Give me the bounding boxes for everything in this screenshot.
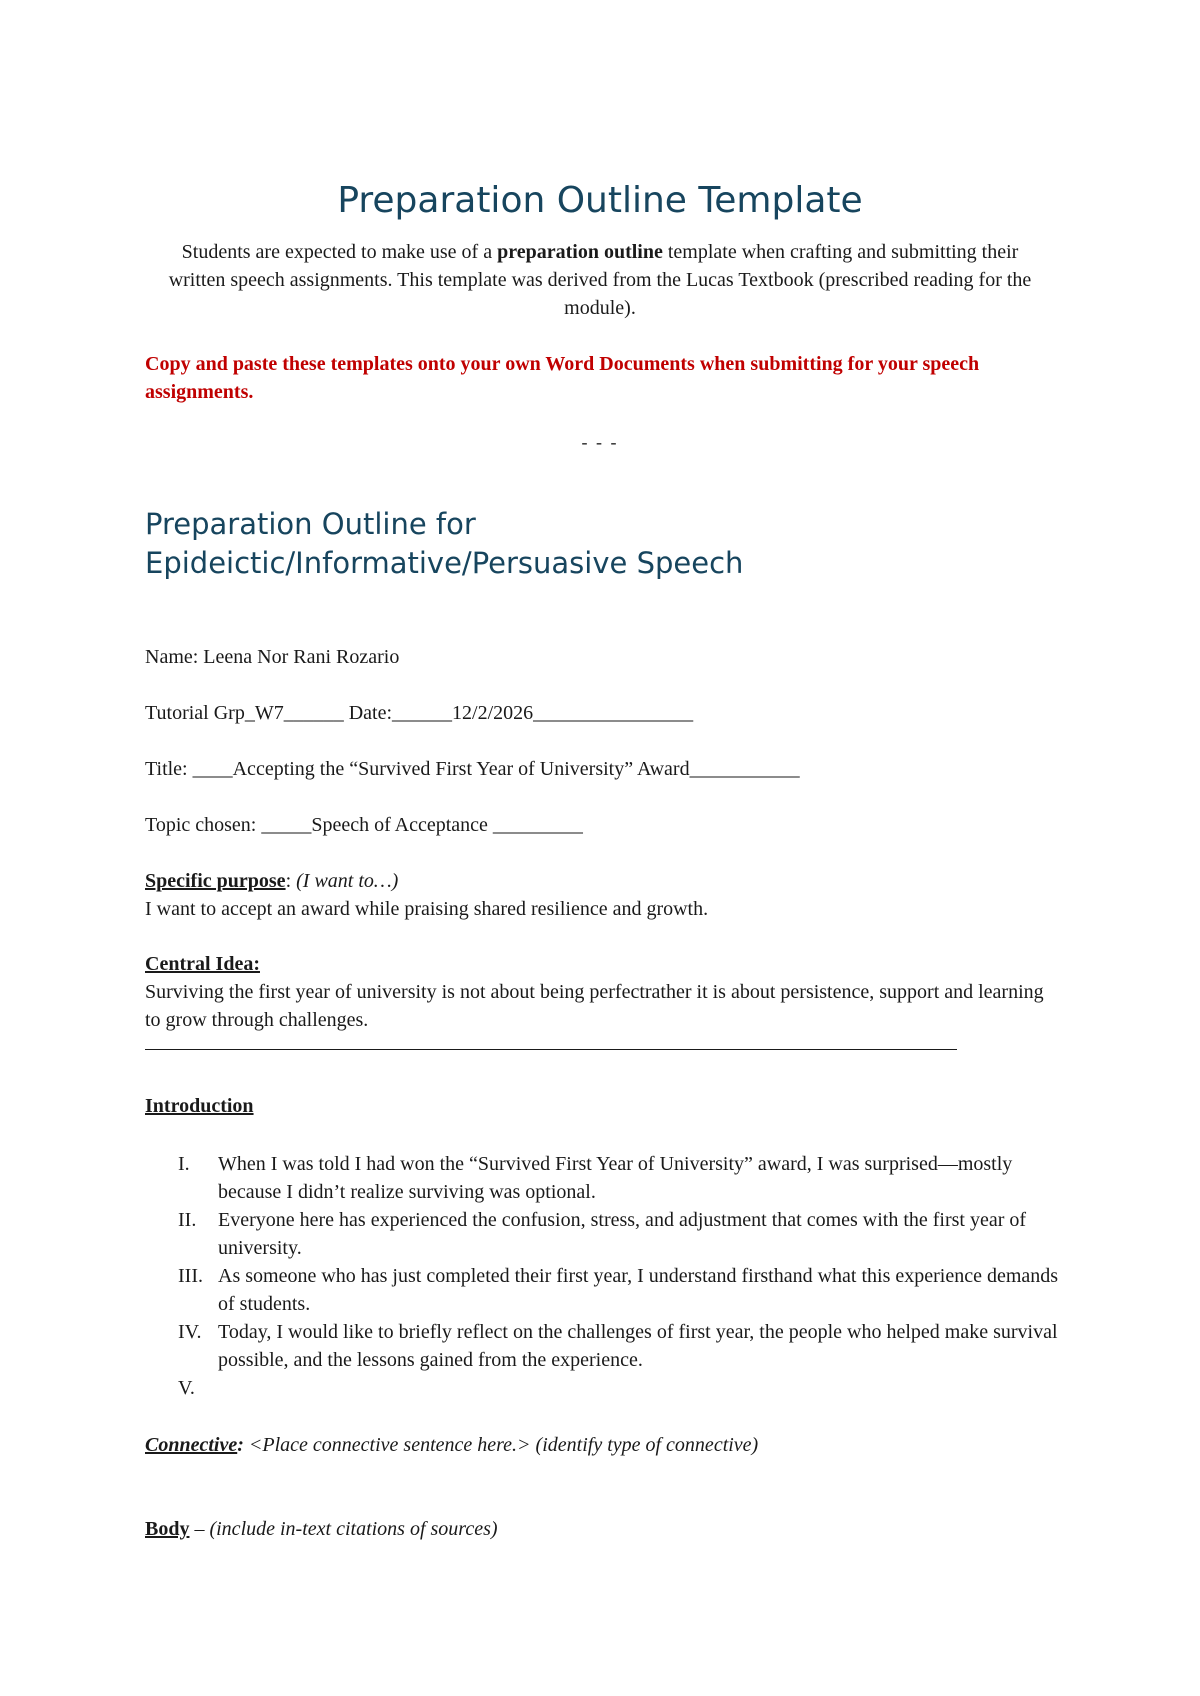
specific-purpose-hint: (I want to…) <box>296 870 399 892</box>
outline-heading-line1: Preparation Outline for <box>145 507 476 541</box>
list-item <box>145 1318 1065 1374</box>
list-item <box>145 1150 1065 1206</box>
copy-instruction-note: Copy and paste these templates onto your own Word Documents when submitting for your speech assignments. <box>145 353 980 403</box>
outline-heading <box>145 505 1045 583</box>
topic-field: Topic chosen: _____Speech of Acceptance _________ <box>145 814 583 836</box>
intro-text-bold: preparation outline <box>497 241 663 263</box>
intro-text-before: Students are expected to make use of a <box>181 241 498 263</box>
connective-label: Connective <box>145 1434 238 1456</box>
connective-colon: : <box>237 1434 249 1456</box>
list-item <box>145 1206 1065 1262</box>
specific-purpose-text: I want to accept an award while praising shared resilience and growth. <box>145 898 709 920</box>
connective-section <box>145 1431 1045 1459</box>
body-section <box>145 1515 1045 1543</box>
body-hint: (include in-text citations of sources) <box>209 1518 498 1540</box>
list-item-number: I. <box>178 1153 190 1175</box>
list-item-number: II. <box>178 1209 197 1231</box>
central-idea-label: Central Idea: <box>145 953 260 975</box>
specific-purpose-section <box>145 867 1045 923</box>
introduction-list <box>145 1150 1065 1402</box>
section-separator: - - - <box>581 432 619 452</box>
central-idea-section <box>145 950 1045 1034</box>
specific-purpose-label: Specific purpose <box>145 870 286 892</box>
tutorial-date-field: Tutorial Grp_W7______ Date:______12/2/2026________________ <box>145 702 694 724</box>
introduction-heading <box>145 1092 1045 1120</box>
list-item-number: IV. <box>178 1321 202 1343</box>
list-item <box>145 1262 1065 1318</box>
intro-paragraph <box>160 238 1040 322</box>
horizontal-rule <box>145 1049 957 1050</box>
central-idea-text: Surviving the first year of university is not about being perfectrather it is about persistence, support and learning to grow through challenges. <box>145 981 1044 1031</box>
connective-text: <Place connective sentence here.> (identify type of connective) <box>248 1434 759 1456</box>
outline-heading-line2: Epideictic/Informative/Persuasive Speech <box>145 546 744 580</box>
list-item-text: Today, I would like to briefly reflect on the challenges of first year, the people who helped make survival possible, and the lessons gained from the experience. <box>218 1321 1058 1371</box>
speech-title-field: Title: ____Accepting the “Survived First Year of University” Award___________ <box>145 758 800 780</box>
page-title: Preparation Outline Template <box>337 180 863 221</box>
list-item-text: Everyone here has experienced the confusion, stress, and adjustment that comes with the first year of university. <box>218 1209 1027 1259</box>
specific-purpose-colon: : <box>285 870 297 892</box>
introduction-label: Introduction <box>145 1095 254 1117</box>
list-item <box>145 1374 1065 1402</box>
list-item-number: V. <box>178 1377 195 1399</box>
name-field: Name: Leena Nor Rani Rozario <box>145 646 400 668</box>
intro-text-after: template when crafting and submitting their written speech assignments. This template was derived from the Lucas Textbook (prescribed reading for the module). <box>168 241 1032 319</box>
list-item-text: As someone who has just completed their first year, I understand firsthand what this experience demands of students. <box>218 1265 1059 1315</box>
list-item-number: III. <box>178 1265 203 1287</box>
body-dash: – <box>189 1518 210 1540</box>
list-item-text: When I was told I had won the “Survived First Year of University” award, I was surprised—mostly because I didn’t realize surviving was optional. <box>218 1153 1013 1203</box>
body-label: Body <box>145 1518 190 1540</box>
